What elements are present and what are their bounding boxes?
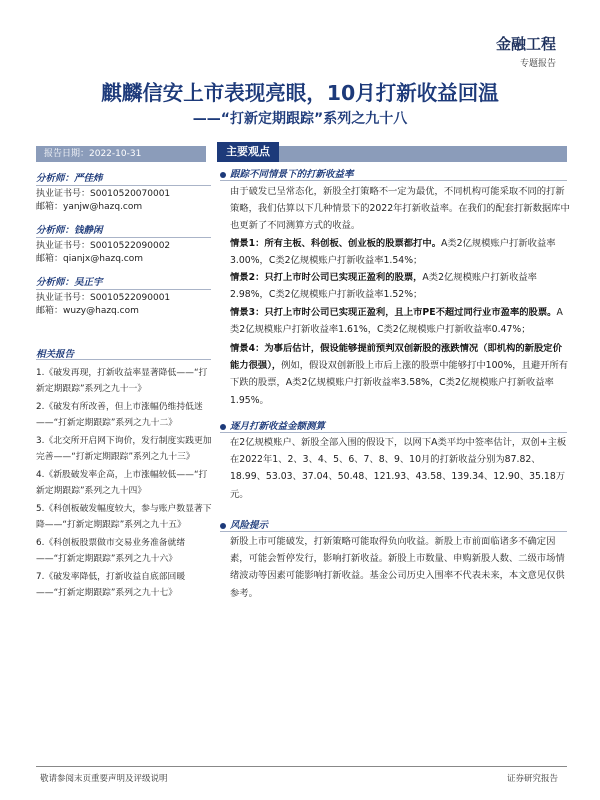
analyst-block <box>36 170 211 212</box>
analyst-block <box>36 274 211 316</box>
scenario-lead: 情景3：只打上市时公司已实现正盈利，且上市PE不超过同行业市盈率的股票。 <box>230 307 557 318</box>
related-report-item[interactable]: 5.《科创板破发幅度较大，参与账户数显著下降——“打新定期跟踪”系列之九十五》 <box>36 504 212 530</box>
report-date-bar: 报告日期：2022-10-31 <box>36 146 206 162</box>
analyst-cert: 执业证书号：S0010520070001 <box>36 189 171 199</box>
bullet-icon <box>220 172 226 178</box>
related-reports-list <box>36 366 214 604</box>
related-report-item[interactable]: 4.《新股破发率企高，上市涨幅较低——“打新定期跟踪”系列之九十四》 <box>36 470 208 496</box>
section-heading <box>220 517 268 531</box>
analyst-name: 分析师：钱静闲 <box>36 225 103 236</box>
divider <box>36 359 211 360</box>
related-report-item[interactable]: 6.《科创板股票做市交易业务准备就绪——“打新定期跟踪”系列之九十六》 <box>36 538 186 564</box>
report-type-label: 专题报告 <box>519 59 556 69</box>
divider <box>220 432 567 433</box>
analyst-name: 分析师：吴正宇 <box>36 277 103 288</box>
scenario-paragraph <box>230 269 570 303</box>
paragraph-text: 由于破发已呈常态化，新股全打策略不一定为最优，不同机构可能采取不同的打新策略，我们估算以下几种情景下的2022年打新收益率。在我们的配套打新数据库中也更新了不同测算方式的收益。 <box>230 186 570 232</box>
paragraph <box>230 183 570 235</box>
main-points-tab: 主要观点 <box>217 142 279 162</box>
related-report-item[interactable]: 3.《北交所开启网下询价，发行制度实践更加完善——“打新定期跟踪”系列之九十三》 <box>36 436 212 462</box>
related-reports-heading: 相关报告 <box>36 349 75 360</box>
report-title: 麒麟信安上市表现亮眼，10月打新收益回温 <box>101 81 499 105</box>
scenario-paragraph <box>230 304 570 338</box>
footer-divider <box>36 766 567 767</box>
analyst-name: 分析师：严佳炜 <box>36 173 103 184</box>
paragraph <box>230 434 570 503</box>
scenario-paragraph <box>230 340 570 409</box>
scenario-paragraph <box>230 235 570 269</box>
paragraph-text: 新股上市可能破发，打新策略可能取得负向收益。新股上市前面临诸多不确定因素，可能会暂停发行，影响打新收益。新股上市数量、申购新股人数、二级市场情绪波动等因素可能影响打新收益。基金公司历史入围率不代表未来，本文意见仅供参考。 <box>230 536 565 599</box>
section-heading-text: 跟踪不同情景下的打新收益率 <box>230 169 354 180</box>
section-heading-text: 风险提示 <box>230 520 269 531</box>
scenario-text: A类2亿规模账户打新收益率3.00%，C类2亿规模账户打新收益率1.54%； <box>230 238 556 267</box>
report-category: 证券研究报告 <box>506 774 558 784</box>
brand-label: 金融工程 <box>495 35 556 53</box>
scenario-lead: 情景1：所有主板、科创板、创业板的股票都打中。 <box>230 238 442 249</box>
related-report-item[interactable]: 2.《破发有所改善，但上市涨幅仍维持低迷——“打新定期跟踪”系列之九十二》 <box>36 402 203 428</box>
report-subtitle: ——“打新定期跟踪”系列之九十八 <box>192 111 408 127</box>
divider <box>220 531 567 532</box>
related-report-item[interactable]: 7.《破发率降低，打新收益自底部回暖——“打新定期跟踪”系列之九十七》 <box>36 572 186 598</box>
scenario-lead: 情景4：为事后估计，假设能够提前预判双创新股的涨跌情况（即机构的新股定价能力很强）， <box>230 343 562 372</box>
section-heading <box>220 166 354 180</box>
bullet-icon <box>220 424 226 430</box>
section-heading-text: 逐月打新收益金额测算 <box>230 421 326 432</box>
scenario-text: A类2亿规模账户打新收益率1.61%，C类2亿规模账户打新收益率0.47%； <box>230 307 563 336</box>
divider <box>220 180 567 181</box>
bullet-icon <box>220 523 226 529</box>
disclaimer-note: 敬请参阅末页重要声明及评级说明 <box>40 774 168 784</box>
analyst-cert: 执业证书号：S0010522090002 <box>36 241 171 251</box>
section-heading <box>220 418 325 432</box>
analyst-cert: 执业证书号：S0010522090001 <box>36 293 171 303</box>
scenario-text: A类2亿规模账户打新收益率2.98%，C类2亿规模账户打新收益率1.52%； <box>230 272 537 301</box>
scenario-text: 例如，假设双创新股上市后上涨的股票中能够打中100%，且避开所有下跌的股票，A类2亿规模账户打新收益率3.58%，C类2亿规模账户打新收益率1.95%。 <box>230 360 569 406</box>
analyst-email[interactable]: 邮箱：yanjw@hazq.com <box>36 202 143 212</box>
analyst-email[interactable]: 邮箱：qianjx@hazq.com <box>36 254 143 264</box>
paragraph-text: 在2亿规模账户、新股全部入围的假设下，以网下A类平均中签率估计，双创+主板在2022年1、2、3、4、5、6、7、8、9、10月的打新收益分别为87.82、18.99、53.03、37.04、50.48、121.93、43.58、139.34、12.90、35.18万元。 <box>230 437 567 500</box>
paragraph <box>230 533 570 602</box>
scenario-lead: 情景2：只打上市时公司已实现正盈利的股票， <box>230 272 423 283</box>
related-report-item[interactable]: 1.《破发再现，打新收益率显著降低——“打新定期跟踪”系列之九十一》 <box>36 368 208 394</box>
analyst-email[interactable]: 邮箱：wuzy@hazq.com <box>36 306 139 316</box>
analyst-block <box>36 222 211 264</box>
